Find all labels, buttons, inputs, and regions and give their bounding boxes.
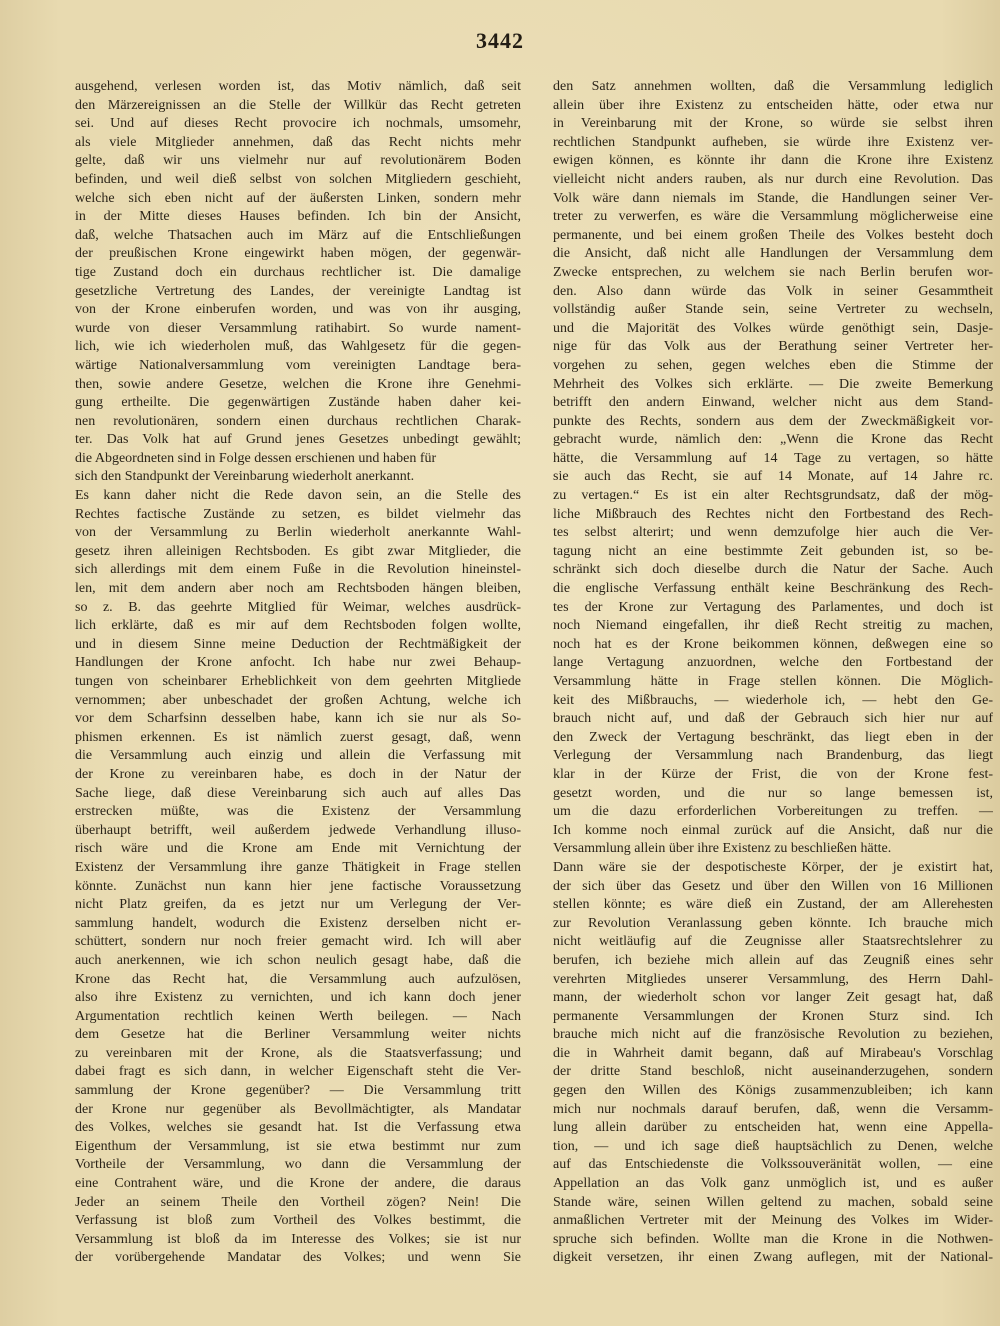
text-line: erstrecken müßte, was die Existenz der Versammlung [75, 804, 521, 820]
text-line: tes der Krone zur Vertagung des Parlamentes, und doch ist [553, 599, 993, 615]
text-line: digkeit versetzen, ihr einen Zwang auflegen, mit der National- [553, 1250, 993, 1266]
text-line: welche sich eben nicht auf der äußersten Linken, sondern mehr [75, 190, 521, 206]
text-line: der preußischen Krone eingewirkt haben mögen, der gegenwär- [75, 246, 521, 262]
text-line: ausgehend, verlesen worden ist, das Motiv nämlich, daß seit [75, 79, 521, 94]
text-line: noch hat es der Krone beikommen können, deßwegen eine so [553, 636, 993, 652]
text-line: gesetzt worden, und die nur so lange bemessen ist, [553, 785, 993, 801]
text-line: überhaupt betrifft, weil außerdem jedwede Verhandlung illuso- [75, 822, 521, 838]
text-line: hätte, die Versammlung auf 14 Tage zu vertagen, so hätte [553, 450, 993, 466]
text-line: Versammlung allein über ihre Existenz zu beschließen hätte. [553, 841, 892, 857]
text-line: treter zu verwerfen, es wäre die Versammlung möglicherweise eine [553, 209, 993, 225]
text-line: vielleicht nicht anders rauben, als nur durch eine Revolution. Das [553, 171, 993, 187]
text-line: nicht weitläufig auf die Zeugnisse aller Staatsrechtslehrer zu [553, 934, 993, 950]
text-line: tige Zustand doch ein durchaus rechtlicher ist. Die damalige [75, 264, 521, 280]
text-line: befinden, und weil dieß selbst von solchen Mitgliedern geschieht, [75, 171, 521, 187]
text-line: sammlung handelt, wodurch die Existenz derselben nicht er- [75, 915, 521, 931]
text-line: des Volkes, welches sie gesandt hat. Ist die Verfassung etwa [75, 1120, 521, 1136]
text-line: brauche mich nicht auf die französische Revolution zu beziehen, [553, 1027, 993, 1043]
text-line: Argumentation rechtlich keinen Werth beilegen. — Nach [75, 1008, 521, 1024]
text-line: dem Gesetze hat die Berliner Versammlung weiter nichts [75, 1027, 521, 1043]
text-line: zu vertagen.“ Es ist ein alter Rechtsgrundsatz, daß der mög- [553, 488, 993, 504]
text-line: vernommen; aber unbeschadet der großen Achtung, welche ich [75, 692, 521, 708]
text-line: lich erklärte, daß es mir auf dem Rechtsboden folgen wollte, [75, 618, 521, 634]
text-line: keit des Mißbrauchs, — wiederhole ich, — hebt den Ge- [553, 692, 993, 708]
text-line: Jeder an seinem Theile den Vortheil zögen? Nein! Die [75, 1194, 521, 1210]
text-line: und die Majorität des Volkes würde genöthigt sein, Dasje- [553, 320, 993, 336]
text-line: nige für das Volk aus der Berathung seiner Vertreter her- [553, 339, 993, 355]
text-line: permanente, und bei einem großen Theile des Volkes besteht doch [553, 227, 993, 243]
text-line: Appellation an das Volk ganz unmöglich ist, und es außer [553, 1176, 993, 1192]
text-line: wurde von dieser Versammlung ratihabirt. So wurde nament- [75, 320, 521, 336]
text-line: Volk wäre dann niemals im Stande, die Handlungen seiner Ver- [553, 190, 993, 206]
text-line: sie auch das Recht, sie auf 14 Monate, auf 14 Jahre rc. [553, 469, 993, 485]
text-line: die Abgeordneten sind in Folge dessen erschienen und haben für [75, 450, 437, 466]
text-line: Verfassung ist bloß zum Vortheil des Volkes bestimmt, die [75, 1213, 521, 1229]
text-line: der sich über das Gesetz und über den Willen von 16 Millionen [553, 878, 993, 894]
text-line: der vorübergehende Mandatar des Volkes; und wenn Sie [75, 1250, 521, 1266]
text-line: Zwecke entsprechen, zu welchem sie nach Berlin berufen wor- [553, 264, 993, 280]
text-line: Ich komme noch einmal zurück auf die Ansicht, daß nur die [553, 822, 993, 838]
text-line: so z. B. das geehrte Mitglied für Weimar, welches ausdrück- [75, 599, 521, 615]
text-line: verehrten Mitgliedes unserer Versammlung, des Herrn Dahl- [553, 971, 993, 987]
text-line: Sache liege, daß diese Vereinbarung sich auch auf alles Das [75, 785, 521, 801]
text-line: vor dem Scharfsinn desselben habe, kann ich sie nur als So- [75, 711, 521, 727]
text-line: gesetzliche Vertretung des Landes, der vereinigte Landtag ist [75, 283, 521, 299]
text-line: permanente Versammlungen der Kronen Sturz sind. Ich [553, 1008, 993, 1024]
text-line: allein über ihre Existenz zu entscheiden hätte, oder etwa nur [553, 97, 993, 113]
text-line: punkte des Rechts, sondern aus dem der Zweckmäßigkeit vor- [553, 413, 993, 429]
text-line: Vortheile der Versammlung, wo dann die Versammlung der [75, 1157, 521, 1173]
page-number: 3442 [476, 28, 524, 53]
text-line: um die dazu erforderlichen Vorbereitungen zu treffen. — [553, 804, 993, 820]
text-line: sammlung der Krone gegenüber? — Die Versammlung tritt [75, 1083, 521, 1099]
text-line: und in diesem Sinne meine Deduction der Rechtmäßigkeit der [75, 636, 521, 652]
text-line: Handlungen der Krone anfocht. Ich habe nur zwei Behaup- [75, 655, 521, 671]
text-line: lich, wie ich wiederholen muß, das Wahlgesetz für die gegen- [75, 339, 521, 355]
text-line: in Vereinbarung mit der Krone, so würde sie selbst ihren [553, 116, 993, 132]
text-line: tion, — und ich sage dieß hauptsächlich zu Denen, welche [553, 1138, 993, 1154]
text-line: schüttert, sondern nur noch freier gemacht wird. Ich will aber [75, 934, 521, 950]
text-line: in der Mitte dieses Hauses befinden. Ich bin der Ansicht, [75, 209, 521, 225]
text-line: könnte. Zunächst nun kann hier jene factische Voraussetzung [75, 878, 521, 894]
text-line: lung allein darüber zu entscheiden hat, wenn eine Appella- [553, 1120, 993, 1136]
text-line: von der Krone einberufen worden, und was von ihr ausging, [75, 302, 521, 318]
text-line: wärtige Nationalversammlung vom vereinigten Landtage bera- [75, 357, 521, 373]
text-line: tes selbst alterirt; und wenn demzufolge hier auch die Ver- [553, 525, 993, 541]
text-line: auf das Entschiedenste die Volkssouveränität wollen, — eine [553, 1157, 993, 1173]
text-line: der Krone nur gegenüber als Bevollmächtigter, als Mandatar [75, 1101, 521, 1117]
text-line: anmaßlichen Vertreter mit der Meinung des Volkes im Wider- [553, 1213, 993, 1229]
text-line: zu vereinbaren mit der Krone, als die Staatsverfassung; und [75, 1045, 521, 1061]
text-line: risch wäre und die Krone am Ende mit Vernichtung der [75, 841, 521, 857]
text-line: sei. Und auf dieses Recht provocire ich nochmals, umsomehr, [75, 116, 521, 132]
text-line: sich den Standpunkt der Vereinbarung wiederholt anerkannt. [75, 469, 415, 485]
text-line: der dritte Stand beschloß, nicht auseinanderzugehen, sondern [553, 1064, 993, 1080]
text-line: gebracht wurde, nämlich den: „Wenn die Krone das Recht [553, 432, 993, 448]
text-line: gung ertheilte. Die gegenwärtigen Zustände haben daher kei- [75, 395, 521, 411]
text-line: liche Mißbrauch des Rechtes nicht den Fortbestand des Rech- [553, 506, 993, 522]
text-line: gelte, daß wir uns vielmehr nur auf revolutionärem Boden [75, 153, 521, 169]
text-line: Mehrheit des Volkes sich erklärte. — Die zweite Bemerkung [553, 376, 993, 392]
text-line: betrifft den andern Einwand, welcher nicht aus dem Stand- [553, 395, 993, 411]
text-line: ter. Das Volk hat auf Grund jenes Gesetzes unbedingt gewählt; [75, 432, 521, 448]
left-column [75, 78, 521, 1268]
text-line: nicht Platz greifen, da es jetzt nur um Verlegung der Ver- [75, 897, 521, 913]
text-line: Rechtes factische Zustände zu setzen, es bildet vielmehr das [75, 506, 521, 522]
text-line: Verlegung der Versammlung nach Brandenburg, das liegt [553, 748, 993, 764]
text-line: len, mit dem andern aber noch am Rechtsboden hängen bleiben, [75, 581, 521, 597]
text-line: Versammlung ist bloß da im Interesse des Volkes; sie ist nur [75, 1231, 521, 1247]
text-line: Krone das Recht hat, die Versammlung auch aufzulösen, [75, 971, 521, 987]
text-line: Eigenthum der Versammlung, ist sie etwa bestimmt nur zum [75, 1138, 521, 1154]
text-line: noch Niemand eingefallen, ihr dieß Recht streitig zu machen, [553, 618, 993, 634]
text-line: als viele Mitglieder annehmen, daß das Recht nichts mehr [75, 134, 521, 150]
text-line: die in Wahrheit damit begann, daß auf Mirabeau's Vorschlag [553, 1045, 993, 1061]
text-line: mich nur nochmals darauf berufen, daß, wenn die Versamm- [553, 1101, 993, 1117]
text-line: Es kann daher nicht die Rede davon sein, an die Stelle des [75, 488, 521, 504]
text-line: die Ansicht, daß nicht alle Handlungen der Versammlung dem [553, 246, 993, 262]
text-line: rechtlichen Standpunkt aufheben, sie würde ihre Existenz ver- [553, 134, 993, 150]
text-line: daß, welche Thatsachen auch im März auf die Entschließungen [75, 227, 521, 243]
text-line: den Zweck der Vertagung beschränkt, das liegt eben in der [553, 729, 993, 745]
text-line: ewigen können, es könnte ihr dann die Krone ihre Existenz [553, 153, 993, 169]
text-line: then, sowie andere Gesetze, welchen die Krone ihre Genehmi- [75, 376, 521, 392]
text-line: nen revolutionären, sondern einen durchaus rechtlichen Charak- [75, 413, 521, 429]
text-line: brauch nicht auf, und daß der Gebrauch sich hier nur auf [553, 711, 993, 727]
text-line: von der Versammlung zu Berlin wiederholt anerkannte Wahl- [75, 525, 521, 541]
text-line: gegen den Willen des Königs zusammenzubleiben; ich kann [553, 1083, 993, 1099]
text-line: mann, der wiederholt schon vor langer Zeit gesagt hat, daß [553, 990, 993, 1006]
text-line: phismen erkennen. Es ist nämlich zuerst gesagt, daß, wenn [75, 729, 521, 745]
text-line: die Versammlung auch einzig und allein die Verfassung mit [75, 748, 521, 764]
text-line: tagung nicht an eine bestimmte Zeit gebunden ist, so be- [553, 543, 993, 559]
text-line: schränkt sich doch dieselbe durch die Natur der Sache. Auch [553, 562, 993, 578]
text-line: zur Revolution Veranlassung geben könnte. Ich brauche mich [553, 915, 993, 931]
text-line: eine Contrahent wäre, und die Krone der andere, die daraus [75, 1176, 521, 1192]
text-line: der Krone zu vereinbaren habe, es doch in der Natur der [75, 766, 521, 782]
text-line: dabei fragt es sich dann, in welcher Eigenschaft steht die Ver- [75, 1064, 521, 1080]
text-line: berufen, ich beziehe mich allein auf das Zeugniß eines sehr [553, 952, 993, 968]
text-line: auch anerkennen, wie ich schon neulich gesagt habe, daß die [75, 952, 521, 968]
text-line: lange Vertagung anzuordnen, welche den Fortbestand der [553, 655, 993, 671]
text-line: Dann wäre sie der despotischeste Körper, der je existirt hat, [553, 859, 993, 875]
text-line: den Satz annehmen wollten, daß die Versammlung lediglich [553, 79, 993, 94]
text-line: gesetz ihren alleinigen Rechtsboden. Es gibt zwar Mitglieder, die [75, 543, 521, 559]
text-line: spruche sich befinden. Wollte man die Krone in die Nothwen- [553, 1231, 993, 1247]
text-line: vorgehen zu sehen, gegen welches eben die Stimme der [553, 357, 993, 373]
text-line: also ihre Existenz zu vernichten, und ich kann doch jener [75, 990, 521, 1006]
text-line: den Märzereignissen an die Stelle der Willkür das Recht getreten [75, 97, 521, 113]
text-line: stellen könnte; es wäre dieß ein Zustand, der am Allerehesten [553, 897, 993, 913]
right-column [553, 78, 993, 1268]
text-line: Versammlung hätte in Frage stellen können. Die Möglich- [553, 674, 993, 689]
text-line: Existenz der Versammlung ihre ganze Thätigkeit in Frage stellen [75, 859, 521, 875]
text-line: vollständig außer Stande sein, seine Vertreter zu wechseln, [553, 302, 993, 318]
text-line: tungen von scheinbarer Erheblichkeit von dem geehrten Mitgliede [75, 674, 521, 689]
text-line: klar in der Kürze der Frist, die von der Krone fest- [553, 766, 993, 782]
text-line: sich allerdings mit dem einem Fuße in die Revolution hineinstel- [75, 562, 521, 578]
text-line: Stande wäre, seinen Willen geltend zu machen, sobald seine [553, 1194, 993, 1210]
text-line: den. Also dann würde das Volk in seiner Gesammtheit [553, 283, 993, 299]
text-line: die englische Verfassung enthält keine Beschränkung des Rech- [553, 581, 993, 597]
